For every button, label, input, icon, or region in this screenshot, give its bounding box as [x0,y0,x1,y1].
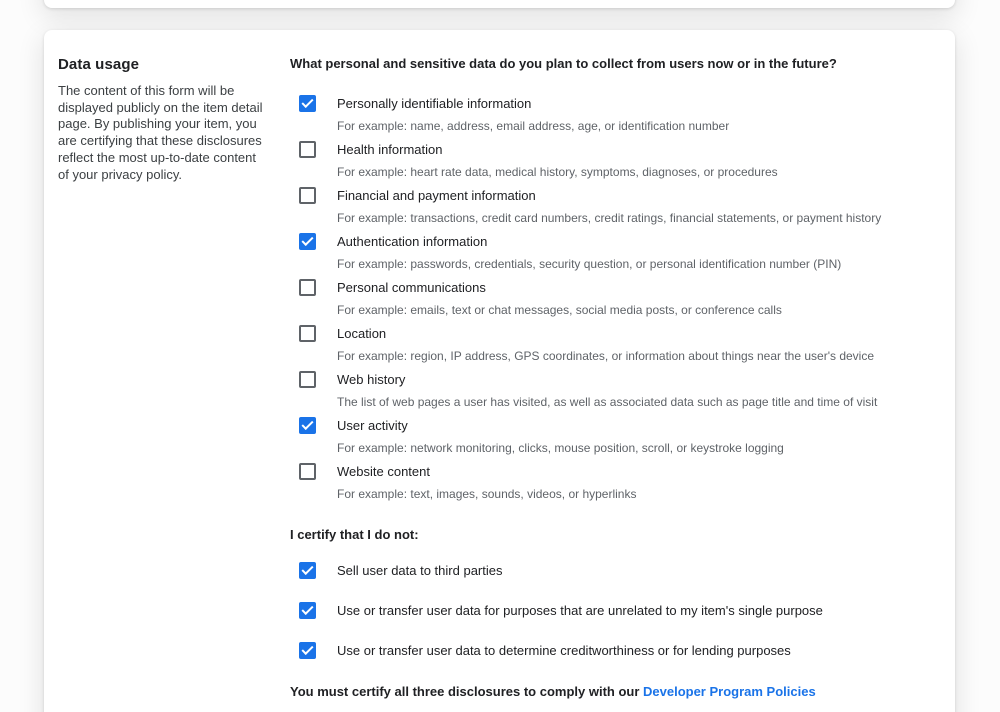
data-type-checkbox[interactable] [299,95,316,112]
data-type-label[interactable]: Personal communications [337,280,486,295]
data-type-description: For example: region, IP address, GPS coordinates, or information about things near the user's device [337,349,875,363]
data-type-checkbox[interactable] [299,325,316,342]
checkmark-icon [301,96,313,108]
data-collection-question: What personal and sensitive data do you plan to collect from users now or in the future? [290,56,837,71]
certification-checkbox[interactable] [299,602,316,619]
certification-row [290,562,950,579]
data-type-checkbox[interactable] [299,141,316,158]
section-title: Data usage [58,56,140,73]
data-type-description: The list of web pages a user has visited, as well as associated data such as page title and time of visit [337,395,878,409]
data-type-label[interactable]: User activity [337,418,408,433]
data-type-text [337,233,841,272]
data-type-row [290,463,950,502]
data-type-row [290,279,950,318]
certification-label[interactable]: Use or transfer user data to determine creditworthiness or for lending purposes [337,643,791,658]
data-usage-card [44,30,955,712]
data-type-label[interactable]: Personally identifiable information [337,96,532,111]
certification-checkbox[interactable] [299,642,316,659]
data-type-row [290,371,950,410]
data-type-text [337,95,729,134]
data-type-description: For example: transactions, credit card numbers, credit ratings, financial statements, or payment history [337,211,882,225]
data-type-row [290,325,950,364]
checkmark-icon [301,418,313,430]
data-type-label[interactable]: Website content [337,464,430,479]
data-type-checkbox[interactable] [299,463,316,480]
data-type-label[interactable]: Location [337,326,387,341]
data-type-checkbox[interactable] [299,371,316,388]
data-type-description: For example: emails, text or chat messages, social media posts, or conference calls [337,303,782,317]
data-type-text [337,279,782,318]
certification-row [290,602,950,619]
certification-heading: I certify that I do not: [290,527,419,542]
certification-note-text: You must certify all three disclosures to comply with our [290,684,643,699]
data-types-list [290,95,950,509]
checkmark-icon [301,603,313,615]
data-type-label[interactable]: Health information [337,142,443,157]
data-type-text [337,463,636,502]
data-type-row [290,95,950,134]
developer-program-policies-link[interactable]: Developer Program Policies [643,684,816,699]
data-type-label[interactable]: Web history [337,372,406,387]
checkmark-icon [301,234,313,246]
certification-label[interactable]: Sell user data to third parties [337,563,503,578]
data-type-checkbox[interactable] [299,233,316,250]
data-type-text [337,187,881,226]
data-type-label[interactable]: Authentication information [337,234,488,249]
certification-note [290,684,950,699]
data-type-description: For example: text, images, sounds, videos, or hyperlinks [337,487,637,501]
data-type-label[interactable]: Financial and payment information [337,188,536,203]
data-type-row [290,141,950,180]
certification-label[interactable]: Use or transfer user data for purposes that are unrelated to my item's single purpose [337,603,823,618]
data-type-text [337,417,784,456]
data-type-description: For example: passwords, credentials, security question, or personal identification number (PIN) [337,257,842,271]
certification-list [290,562,950,682]
data-type-text [337,141,778,180]
data-type-checkbox[interactable] [299,187,316,204]
data-type-row [290,233,950,272]
data-type-row [290,417,950,456]
data-type-description: For example: name, address, email address, age, or identification number [337,119,730,133]
data-type-checkbox[interactable] [299,279,316,296]
certification-checkbox[interactable] [299,562,316,579]
data-type-row [290,187,950,226]
data-type-checkbox[interactable] [299,417,316,434]
checkmark-icon [301,643,313,655]
data-type-description: For example: network monitoring, clicks, mouse position, scroll, or keystroke logging [337,441,784,455]
checkmark-icon [301,563,313,575]
data-type-text [337,371,877,410]
certification-row [290,642,950,659]
data-type-text [337,325,874,364]
section-description: The content of this form will be displayed publicly on the item detail page. By publishing your item, you are certifying that these disclosures reflect the most up-to-date content of your privacy policy. [58,83,263,182]
previous-card-edge [44,0,955,8]
data-type-description: For example: heart rate data, medical history, symptoms, diagnoses, or procedures [337,165,778,179]
